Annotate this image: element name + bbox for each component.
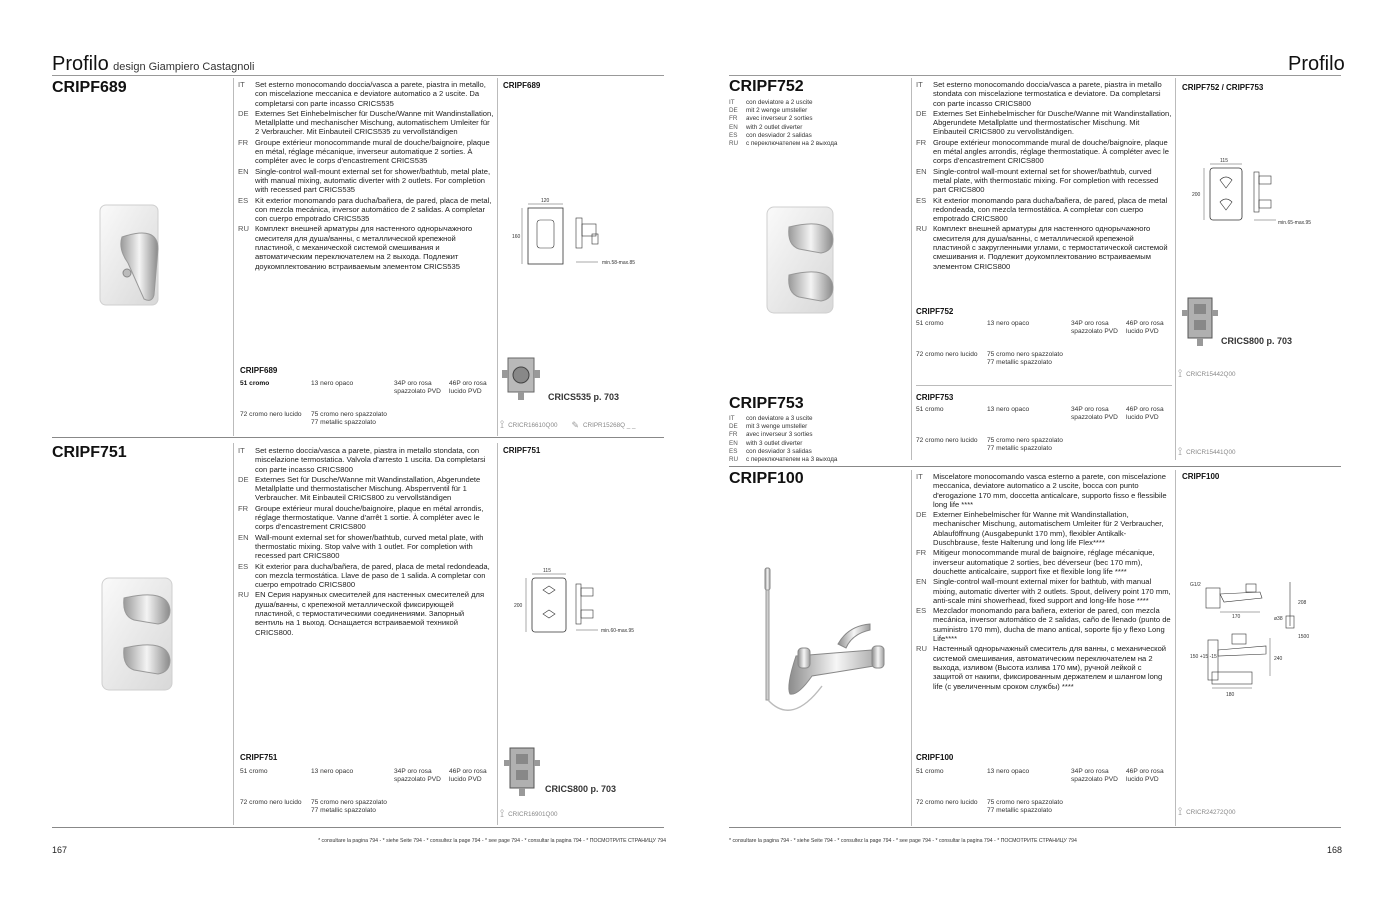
dim-height: 208	[1298, 600, 1307, 606]
finish-72: 72 cromo nero lucido	[916, 799, 978, 806]
finish-75-77	[987, 799, 1097, 814]
finish-77: 77 metallic spazzolato	[987, 806, 1052, 814]
desc-text: Комплект внешней арматуры для настенного однорычажного смесителя для душа/ванны, с металлической крепежной пластиной, с механической системой смешивания и автоматическим переключателем на 2 выхода. Подлежит доукомплектованию встраиваемым элементом CRICS535	[255, 224, 473, 271]
left-footnote: * consultare la pagina 794 - * siehe Seite 794 - * consultez la page 794 - * see page 794 - * consultar la pagina 794 - * ПОСМОТРИТЕ СТРАНИЦУ 794	[318, 838, 666, 844]
recessed-body-photo-crics800	[502, 742, 542, 800]
ref-code: CRICR15442Q00	[1186, 371, 1236, 378]
lang-code: DE	[729, 107, 738, 115]
desc-text: Single-control wall-mount external mixer for bathtub, with manual mixing, automatic diverter with 2 outlets. Spout, delivery point 170 mm, anti-scale mini showerhead, fixed support and long-life hose ****	[933, 577, 1171, 605]
shower-head-icon: ⟟	[1178, 806, 1183, 818]
accessory-refs-cripf752	[1178, 368, 1235, 381]
lang-code: RU	[238, 224, 249, 234]
lang-code: ES	[916, 195, 927, 205]
variant-text: con desviador 2 salidas	[746, 131, 812, 139]
desc-text: Kit exterior monomando para ducha/bañera, de pared, placa de metal, con mezcla mecánica, inversor automático de 2 salidas. A completar con cuerpo empotrado CRICS535	[255, 195, 492, 224]
finish-code-cripf753: CRIPF753	[916, 393, 954, 402]
finish-label: 51 cromo	[240, 380, 270, 387]
desc-text: Kit exterior monomando para ducha/bañera, de pared, placa de metal redondeada, con mezcla termostática. A completar con cuerpo empotrado CRICS800	[933, 195, 1168, 224]
finish-51: 51 cromo	[240, 768, 268, 775]
variant-text: с переключателем на 3 выхода	[746, 456, 838, 464]
finish-code-cripf100: CRIPF100	[916, 753, 954, 762]
section-rule	[52, 437, 664, 438]
lang-code: DE	[916, 510, 927, 520]
finish-77: 77 metallic spazzolato	[311, 418, 376, 426]
hose-icon: ✎	[571, 420, 579, 430]
lang-code: RU	[238, 590, 249, 600]
shower-head-icon: ⟟	[500, 419, 505, 431]
technical-drawing-cripf752	[1190, 158, 1330, 230]
ref-code: CRICR16901Q00	[508, 811, 558, 818]
dim-height: 200	[1192, 192, 1201, 198]
variant-text: con deviatore a 2 uscite	[746, 99, 813, 106]
desc-text: EN Серия наружных смесителей для настенных смесителей для душа/ванны, с крепежной металлической фиксирующей пластиной, с термостатическими соединениями. Запорный вентиль на 1 выход. Оснащается встраиваемой техникой CRICS800.	[255, 590, 485, 637]
lang-code: ES	[916, 606, 927, 616]
finish-75: 75 cromo nero spazzolato	[987, 351, 1063, 358]
desc-text: Kit exterior para ducha/bañera, de pared, placa de metal redondeada, con mezcla termostática. Llave de paso de 1 salida. A completar con cuerpo empotrado CRICS800	[255, 561, 490, 590]
finish-13: 13 nero opaco	[311, 380, 354, 387]
lang-code: DE	[238, 108, 249, 118]
finish-72: 72 cromo nero lucido	[240, 411, 302, 418]
desc-text: Externes Set Einhebelmischer für Dusche/Wanne mit Wandinstallation, Metallplatte und mechanischer Mischung, automatischem Umleiter für 2 Verbraucher. Mit Einbauteil CRICS535 zu vervollständigen	[255, 108, 494, 137]
lang-code: EN	[916, 166, 927, 176]
drawing-code-cripf100: CRIPF100	[1182, 472, 1220, 481]
variant-text: con desviador 3 salidas	[746, 447, 812, 455]
lang-code: FR	[238, 503, 249, 513]
drawing-code-cripf752-753: CRIPF752 / CRIPF753	[1182, 83, 1264, 92]
lang-code: RU	[729, 140, 739, 148]
ref-code: CRICR16610Q00	[508, 422, 558, 429]
dim-center: 150 +15 -15	[1190, 654, 1217, 660]
desc-text: Groupe extérieur mural douche/baignoire, plaque en métal arrondis, réglage thermostatique. Vanne d'arrêt 1 sortie. À compléter avec le corps d'encastrement CRICS800	[255, 503, 484, 532]
lang-code: FR	[916, 548, 927, 558]
finish-13: 13 nero opaco	[987, 320, 1030, 327]
dim-hose: 1500	[1298, 634, 1310, 640]
variant-text: with 3 outlet diverter	[746, 439, 803, 447]
recessed-body-photo-crics800-right	[1180, 292, 1222, 350]
finish-77: 77 metallic spazzolato	[987, 444, 1052, 452]
lang-code: EN	[238, 532, 249, 542]
footer-rule	[729, 827, 1341, 828]
product-photo-cripf100	[752, 566, 892, 726]
desc-text: Set esterno monocomando doccia/vasca a parete, piastra in metallo stondata con miscelazione termostatica e deviatore. Da completarsi con parte incasso CRICS800	[933, 80, 1162, 108]
recessed-ref-crics800: CRICS800 p. 703	[1221, 336, 1293, 346]
finish-75: 75 cromo nero spazzolato	[987, 437, 1063, 444]
product-photo-cripf689	[98, 203, 168, 311]
lang-code: EN	[729, 439, 738, 447]
shower-head-icon: ⟟	[500, 808, 505, 820]
desc-text: Wall-mount external set for shower/bathtub, curved metal plate, with thermostatic mixing. Stop valve with 1 outlet. For completion with recessed part CRICS800	[255, 532, 484, 561]
finish-13: 13 nero opaco	[987, 406, 1030, 413]
product-code-cripf752: CRIPF752	[729, 78, 804, 95]
description-cripf752	[916, 80, 1172, 272]
dim-diameter: ø38	[1274, 616, 1283, 622]
shower-head-icon: ⟟	[1178, 368, 1183, 380]
dim-width: 180	[1226, 692, 1235, 698]
finish-51: 51 cromo	[916, 320, 944, 327]
lang-code: DE	[916, 108, 927, 118]
product-code-cripf689: CRIPF689	[52, 79, 127, 96]
variants-cripf752	[729, 99, 899, 148]
finish-46: 46P oro rosa lucido PVD	[1126, 768, 1164, 783]
variants-cripf753	[729, 415, 899, 464]
left-header	[52, 53, 254, 76]
finish-13: 13 nero opaco	[987, 768, 1030, 775]
lang-code: FR	[916, 137, 927, 147]
accessory-refs-cripf751	[500, 808, 557, 821]
desc-text: Single-control wall-mount external set for shower/bathtub, metal plate, with manual mixing, automatic diverter with 2 outlets. For completion with recessed part CRICS535	[255, 166, 491, 195]
dim-depth: 240	[1274, 656, 1283, 662]
variant-text: con deviatore a 3 uscite	[746, 415, 813, 422]
recessed-ref-crics800: CRICS800 p. 703	[545, 784, 617, 794]
lang-code: FR	[729, 115, 738, 123]
desc-text: Комплект внешней арматуры для настенного однорычажного смесителя для душа/ванны, с металлической крепежной пластиной с закругленными углами, с термостатической системой смешивания и. Подлежит доукомплектованию встраиваемым элементом CRICS800	[933, 224, 1168, 271]
finish-46: 46P oro rosa lucido PVD	[1126, 406, 1164, 421]
finish-34: 34P oro rosa spazzolato PVD	[394, 380, 441, 395]
column-divider	[1175, 470, 1176, 826]
left-page-title: Profilo	[52, 53, 109, 75]
footer-rule	[52, 827, 664, 828]
finish-75-77	[987, 437, 1097, 452]
right-footnote: * consultare la pagina 794 - * siehe Seite 794 - * consultez la page 794 - * see page 794 - * consultar la pagina 794 - * ПОСМОТРИТЕ СТРАНИЦУ 794	[729, 838, 1077, 844]
technical-drawing-cripf689	[508, 196, 636, 272]
lang-code: FR	[729, 431, 738, 439]
dim-width: 115	[1220, 158, 1228, 164]
finish-75-77	[311, 411, 421, 426]
finish-77: 77 metallic spazzolato	[311, 806, 376, 814]
desc-text: Mitigeur monocommande mural de baignoire, réglage mécanique, inverseur automatique 2 sorties, bec déverseur (bec 170 mm), douchette anticalcaire, support fixe et flexible long life ****	[933, 548, 1155, 576]
finish-72: 72 cromo nero lucido	[916, 351, 978, 358]
dim-depth: min.58-max.85	[602, 260, 636, 266]
desc-text: Miscelatore monocomando vasca esterno a parete, con miscelazione meccanica, deviatore automatico a 2 uscite, bocca con punto d'erogazione 170 mm, doccetta anticalcare, supporto fisso e flessibile long life ****	[933, 472, 1167, 509]
dim-height: 160	[512, 234, 521, 240]
finish-75-77	[311, 799, 421, 814]
finish-code-cripf752: CRIPF752	[916, 307, 954, 316]
recessed-ref-crics535: CRICS535 p. 703	[548, 392, 620, 402]
lang-code: IT	[238, 80, 245, 89]
drawing-code-cripf751: CRIPF751	[503, 446, 541, 455]
dim-depth: min.65-max.95	[1278, 220, 1312, 226]
ref-code: CRIPR15268Q _ _	[583, 422, 636, 429]
lang-code: EN	[916, 577, 927, 587]
subsection-rule	[916, 385, 1172, 386]
accessory-refs-cripf753	[1178, 446, 1235, 459]
column-divider	[497, 78, 498, 436]
column-divider	[911, 470, 912, 826]
column-divider	[1175, 78, 1176, 460]
finish-46: 46P oro rosa lucido PVD	[449, 380, 487, 395]
right-header-rule	[729, 75, 1341, 76]
desc-text: Set esterno doccia/vasca a parete, piastra in metallo stondata, con miscelazione termostatica. Valvola d'arresto 1 uscita. Da completarsi con parte incasso CRICS800	[255, 446, 486, 474]
finish-77: 77 metallic spazzolato	[987, 358, 1052, 366]
drawing-code-cripf689: CRIPF689	[503, 81, 541, 90]
lang-code: RU	[916, 224, 927, 234]
dim-width: 120	[541, 198, 550, 204]
finish-72: 72 cromo nero lucido	[916, 437, 978, 444]
product-photo-cripf752	[765, 205, 837, 317]
finish-code-cripf751: CRIPF751	[240, 753, 278, 762]
variant-text: with 2 outlet diverter	[746, 123, 803, 131]
lang-code: DE	[238, 474, 249, 484]
finish-75: 75 cromo nero spazzolato	[311, 799, 387, 806]
variant-text: avec inverseur 3 sorties	[746, 431, 813, 439]
dim-spout: 170	[1232, 614, 1241, 620]
desc-text: Настенный однорычажный смеситель для ванны, с механической системой смешивания, автоматическим переключателем на 2 выхода, изливом (Высота излива 170 мм), ручной лейкой с защитой от накипи, фиксированным держателем и шлангом long life (с увеличенным сроком службы) ****	[933, 644, 1167, 691]
lang-code: IT	[916, 80, 923, 89]
ref-code: CRICR15441Q00	[1186, 449, 1236, 456]
lang-code: EN	[729, 123, 738, 131]
finish-34: 34P oro rosa spazzolato PVD	[1071, 406, 1118, 421]
finish-72: 72 cromo nero lucido	[240, 799, 302, 806]
lang-code: IT	[916, 472, 923, 481]
lang-code: ES	[729, 131, 738, 139]
finish-75-77	[987, 351, 1097, 366]
product-code-cripf100: CRIPF100	[729, 470, 804, 487]
finish-code-cripf689: CRIPF689	[240, 366, 278, 375]
variant-text: avec inverseur 2 sorties	[746, 115, 813, 123]
shower-head-icon: ⟟	[1178, 446, 1183, 458]
desc-text: Single-control wall-mount external set for shower/bathtub, curved metal plate, with thermostatic mixing. For completion with recessed part CRICS800	[933, 166, 1159, 195]
left-page-subtitle: design Giampiero Castagnoli	[113, 61, 255, 73]
desc-text: Mezclador monomando para bañera, exterior de pared, con mezcla mecánica, inversor automático de 2 salidas, caño de llenado (punto de suministro 170 mm), ducha de mano antical, soporte fijo y flexo Long Life****	[933, 606, 1171, 644]
finish-13: 13 nero opaco	[311, 768, 354, 775]
finish-75: 75 cromo nero spazzolato	[987, 799, 1063, 806]
variant-text: с переключателем на 2 выхода	[746, 140, 838, 148]
lang-code: ES	[729, 447, 738, 455]
lang-code: RU	[916, 644, 927, 654]
product-photo-cripf751	[98, 576, 178, 694]
technical-drawing-cripf100	[1186, 576, 1326, 700]
section-rule	[729, 466, 1341, 467]
recessed-body-photo-crics535	[500, 352, 544, 404]
lang-code: IT	[238, 446, 245, 455]
description-cripf100	[916, 472, 1172, 692]
lang-code: DE	[729, 423, 738, 431]
finish-34: 34P oro rosa spazzolato PVD	[1071, 768, 1118, 783]
column-divider	[233, 443, 234, 825]
desc-text: Groupe extérieur monocommande mural de douche/baignoire, plaque en métal, réglage mécanique, inverseur automatique 2 sorties. À compléter avec le corps d'encastrement CRICS535	[255, 137, 490, 166]
desc-text: Externes Set für Dusche/Wanne mit Wandinstallation, Abgerundete Metallplatte und thermostatischer Mischung. Absperrventil für 1 Verbraucher. Mit Einbauteil CRICS800 zu vervollständigen	[255, 474, 481, 503]
finish-46: 46P oro rosa lucido PVD	[1126, 320, 1164, 335]
finish-51	[240, 380, 315, 388]
dim-height: 200	[514, 603, 523, 609]
dim-width: 115	[543, 568, 551, 574]
lang-code: RU	[729, 456, 739, 464]
finish-34: 34P oro rosa spazzolato PVD	[394, 768, 441, 783]
finish-51: 51 cromo	[916, 406, 944, 413]
accessory-refs-cripf689	[500, 419, 636, 432]
lang-code: FR	[238, 137, 249, 147]
lang-code: IT	[729, 415, 735, 422]
desc-text: Set esterno monocomando doccia/vasca a parete, piastra in metallo, con miscelazione meccanica e deviatore automatico a 2 uscite. Da completarsi con parte incasso CRICS535	[255, 80, 486, 108]
dim-thread: G1/2	[1190, 582, 1201, 588]
desc-text: Externes Set Einhebelmischer für Dusche/Wanne mit Wandinstallation, Abgerundete Metallplatte und thermostatischer Mischung. Mit Einbauteil CRICS800 zu vervollständigen.	[933, 108, 1172, 137]
finish-51: 51 cromo	[916, 768, 944, 775]
right-page-number: 168	[1327, 845, 1343, 855]
description-cripf689	[238, 80, 494, 272]
product-code-cripf753: CRIPF753	[729, 395, 804, 412]
column-divider	[497, 443, 498, 825]
product-code-cripf751: CRIPF751	[52, 444, 127, 461]
right-page-title: Profilo	[1288, 53, 1345, 75]
left-header-rule	[52, 75, 664, 76]
lang-code: ES	[238, 561, 249, 571]
lang-code: IT	[729, 99, 735, 106]
dim-depth: min.60-max.95	[601, 628, 635, 634]
column-divider	[233, 78, 234, 436]
lang-code: EN	[238, 166, 249, 176]
desc-text: Groupe extérieur monocommande mural de douche/baignoire, plaque en métal angles arrondis, réglage thermostatique. À compléter avec le corps d'encastrement CRICS800	[933, 137, 1169, 166]
left-page-number: 167	[52, 845, 68, 855]
variant-text: mit 2 wenge umsteller	[746, 107, 808, 115]
finish-75: 75 cromo nero spazzolato	[311, 411, 387, 418]
variant-text: mit 3 wenge umsteller	[746, 423, 808, 431]
accessory-refs-cripf100	[1178, 806, 1235, 819]
description-cripf751	[238, 446, 494, 638]
finish-34: 34P oro rosa spazzolato PVD	[1071, 320, 1118, 335]
finish-46: 46P oro rosa lucido PVD	[449, 768, 487, 783]
technical-drawing-cripf751	[510, 568, 640, 640]
ref-code: CRICR24272Q00	[1186, 809, 1236, 816]
desc-text: Externer Einhebelmischer für Wanne mit Wandinstallation, mechanischer Mischung, automatischem Umleiter für 2 Verbraucher, Ablauföffnung (Ausgabepunkt 170 mm), flexibler Antikalk-Duschbrause, feste Halterung und long life Flex****	[933, 510, 1164, 548]
lang-code: ES	[238, 195, 249, 205]
column-divider	[911, 78, 912, 460]
